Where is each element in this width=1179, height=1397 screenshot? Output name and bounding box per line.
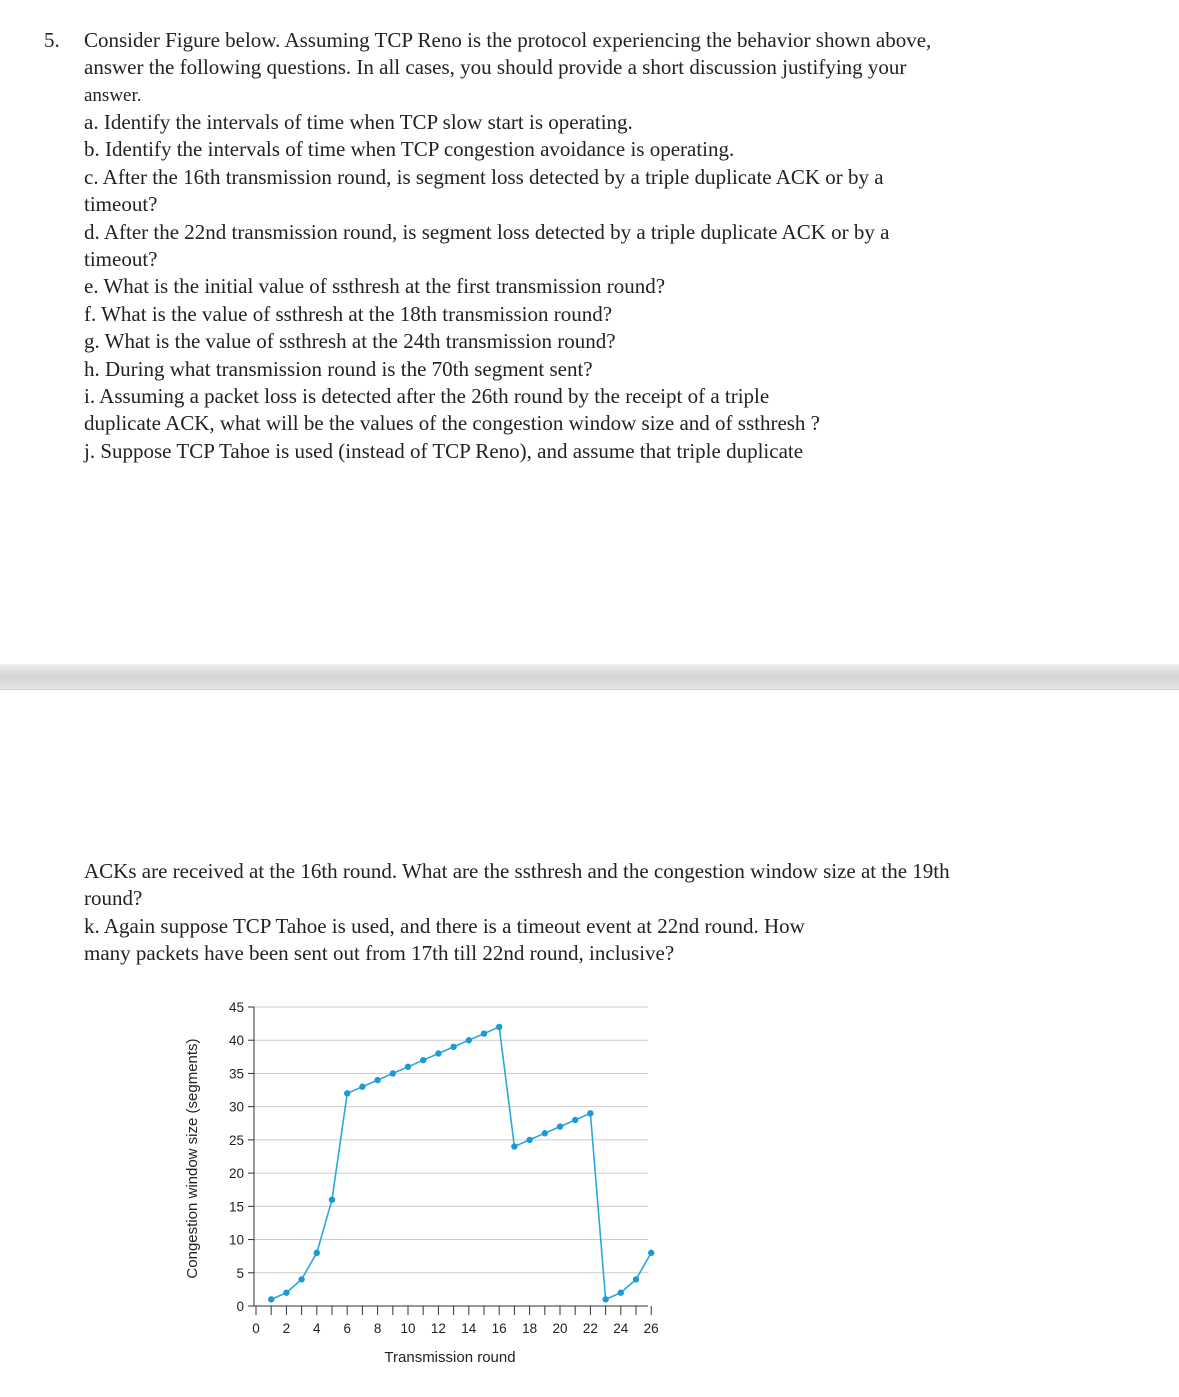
data-point [359,1084,365,1090]
part-h: h. During what transmission round is the 70th segment sent? [84,356,593,381]
data-point [618,1290,624,1296]
question-intro [84,27,1139,109]
y-tick-label: 25 [228,1132,244,1148]
x-axis-title: Transmission round [384,1349,516,1366]
intro-line: Consider Figure below. Assuming TCP Reno is the protocol experiencing the behavior shown above, [84,28,932,52]
part-e: e. What is the initial value of ssthresh at the first transmission round? [84,274,666,299]
data-point [420,1057,426,1063]
part-b: b. Identify the intervals of time when TCP congestion avoidance is operating. [84,137,735,162]
part-j: j. Suppose TCP Tahoe is used (instead of TCP Reno), and assume that triple duplicate [84,438,804,463]
part-a: a. Identify the intervals of time when TCP slow start is operating. [84,110,633,134]
intro-line: answer. [84,84,142,106]
y-axis-title: Congestion window size (segments) [184,1038,201,1279]
data-point [268,1296,274,1302]
data-point [587,1110,593,1116]
data-point [542,1130,548,1136]
y-tick-label: 35 [228,1066,244,1082]
part-c-cont: timeout? [84,192,158,217]
data-point [435,1050,441,1056]
question-parts [84,109,1139,465]
x-tick-label: 8 [373,1321,382,1336]
part-j-cont: round? [84,886,143,911]
x-tick-label: 24 [613,1321,629,1336]
part-g: g. What is the value of ssthresh at the 24th transmission round? [84,329,616,354]
y-tick-label: 0 [236,1299,244,1314]
intro-line: answer the following questions. In all cases, you should provide a short discussion justifying your [84,55,907,80]
data-point [405,1064,411,1070]
data-point [298,1276,304,1282]
data-point [450,1044,456,1050]
data-point [283,1290,289,1296]
question-number: 5. [44,28,60,52]
data-point [314,1250,320,1256]
y-tick-label: 30 [228,1099,244,1115]
x-tick-label: 10 [400,1321,416,1336]
part-i: i. Assuming a packet loss is detected after the 26th round by the receipt of a triple [84,384,770,409]
x-tick-label: 2 [282,1321,291,1336]
x-tick-label: 0 [252,1321,260,1336]
y-tick-label: 40 [228,1033,244,1049]
part-i-cont: duplicate ACK, what will be the values of the congestion window size and of ssthresh ? [84,411,821,436]
x-tick-label: 26 [643,1321,659,1336]
data-point [572,1117,578,1123]
part-c: c. After the 16th transmission round, is segment loss detected by a triple duplicate ACK or by a [84,164,884,189]
y-tick-label: 45 [228,1000,244,1015]
data-point [344,1090,350,1096]
page-divider [0,664,1179,690]
part-k-cont: many packets have been sent out from 17th till 22nd round, inclusive? [84,941,675,966]
series-line [271,1027,651,1300]
data-point [481,1030,487,1036]
data-point [390,1070,396,1076]
x-tick-label: 22 [582,1321,598,1336]
data-point [374,1077,380,1083]
x-tick-label: 16 [491,1321,507,1336]
part-d-cont: timeout? [84,247,158,272]
x-tick-label: 6 [343,1321,351,1336]
data-point [329,1196,335,1202]
data-point [466,1037,472,1043]
x-tick-label: 18 [522,1321,538,1336]
part-f: f. What is the value of ssthresh at the 18th transmission round? [84,301,613,326]
part-j-cont: ACKs are received at the 16th round. What are the ssthresh and the congestion window size at the 19th [84,859,950,883]
data-point [633,1276,639,1282]
data-point [648,1250,654,1256]
x-tick-label: 4 [313,1321,321,1336]
data-point [496,1024,502,1030]
part-d: d. After the 22nd transmission round, is segment loss detected by a triple duplicate ACK or by a [84,219,890,244]
data-point [602,1296,608,1302]
data-point [557,1123,563,1129]
y-tick-label: 15 [228,1199,244,1215]
data-point [511,1143,517,1149]
data-point [526,1137,532,1143]
y-tick-label: 5 [236,1265,244,1281]
x-tick-label: 14 [461,1321,477,1336]
x-tick-label: 12 [430,1321,446,1336]
question-continuation [84,858,1139,968]
cwnd-chart [170,990,670,1380]
part-k: k. Again suppose TCP Tahoe is used, and there is a timeout event at 22nd round. How [84,913,805,938]
y-tick-label: 10 [228,1232,244,1248]
x-tick-label: 20 [552,1321,568,1336]
y-tick-label: 20 [228,1166,244,1182]
